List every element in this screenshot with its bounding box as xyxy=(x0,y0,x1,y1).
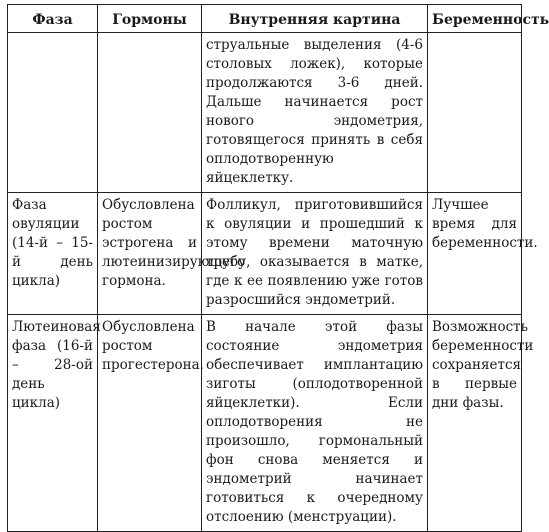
cell-pregnancy xyxy=(428,193,538,315)
table-header-row xyxy=(8,5,522,33)
cell-pregnancy-text: Возможность беременности сохраняется в первые дни фазы. xyxy=(432,319,534,411)
cell-phase xyxy=(8,193,98,315)
cell-phase-text: Фаза овуляции (14-й – 15-й день цикла) xyxy=(12,197,93,289)
menstrual-cycle-table xyxy=(7,4,549,532)
header-pregnancy: Беременность xyxy=(428,5,522,33)
table-row xyxy=(8,193,522,315)
cell-picture xyxy=(202,315,428,532)
cell-picture-text: струальные выделения (4-6 столовых ложек), которые продолжаются 3-6 дней. Дальше начинается рост нового эндометрия, готовящегося принять в себя оплодотворенную яйцеклетку. xyxy=(206,37,423,186)
cell-pregnancy xyxy=(428,33,522,193)
table-row xyxy=(8,315,522,532)
cell-hormones-text: Обусловлена ростом прогестерона. xyxy=(102,319,204,373)
table-row xyxy=(8,33,522,193)
cell-pregnancy-text: Лучшее время для беременности. xyxy=(432,197,538,251)
cell-picture xyxy=(202,193,428,315)
header-hormones: Гормоны xyxy=(98,5,202,33)
header-phase: Фаза xyxy=(8,5,98,33)
cell-picture-text: Фолликул, приготовившийся к овуляции и прошедший к этому времени маточную трубу, оказывается в матке, где к ее появлению уже готов разросшийся эндометрий. xyxy=(206,197,423,308)
cell-hormones xyxy=(98,193,246,315)
cell-phase-text: Лютеиновая фаза (16-й – 28-ой день цикла) xyxy=(12,319,101,411)
cell-picture xyxy=(202,33,428,193)
cell-picture-text: В начале этой фазы состояние эндометрия обеспечивает имплантацию зиготы (оплодотворенной яйцеклетки). Если оплодотворения не произошло, гормональный фон снова меняется и эндометрий начинает готовиться к очередному отслоению (менструации). xyxy=(206,319,423,525)
cell-phase xyxy=(8,33,98,193)
cell-hormones xyxy=(98,315,202,532)
cell-hormones-text: Обусловлена ростом эстрогена и лютеинизирующего гормона. xyxy=(102,197,246,289)
cell-pregnancy xyxy=(428,315,534,532)
cell-phase xyxy=(8,315,101,532)
cell-hormones xyxy=(98,33,202,193)
header-internal-picture: Внутренняя картина xyxy=(202,5,428,33)
